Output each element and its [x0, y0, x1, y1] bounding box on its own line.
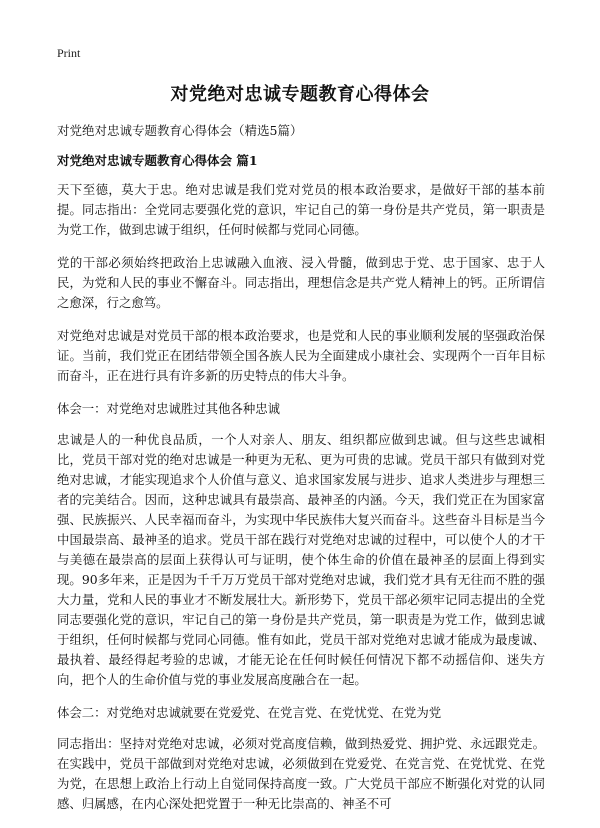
- paragraph: 忠诚是人的一种优良品质，一个人对亲人、朋友、组织都应做到忠诚。但与这些忠诚相比，党员干部对党的绝对忠诚是一种更为无私、更为可贵的忠诚。党员干部只有做到对党绝对忠诚，才能实现追求个人价值与意义、追求国家发展与进步、追求人类进步与理想三者的完美结合。因而，这种忠诚具有最崇高、最神圣的内涵。今天，我们党正在为国家富强、民族振兴、人民幸福而奋斗，为实现中华民族伟大复兴而奋斗。这些奋斗目标是当今中国最崇高、最神圣的追求。党员干部在践行对党绝对忠诚的过程中，可以使个人的才干与美德在最崇高的层面上获得认可与证明，使个体生命的价值在最神圣的层面上得到实现。90多年来，正是因为千千万万党员干部对党绝对忠诚，我们党才具有无往而不胜的强大力量，党和人民的事业才不断发展壮大。新形势下，党员干部必须牢记同志提出的全党同志要强化党的意识，牢记自己的第一身份是共产党员，第一职责是为党工作，做到忠诚于组织，任何时候都与党同心同德。惟有如此，党员干部对党绝对忠诚才能成为最虔诚、最执着、最经得起考验的忠诚，才能无论在任何时候任何情况下都不动摇信仰、迷失方向，把个人的生命价值与党的事业发展高度融合在一起。: [57, 432, 545, 687]
- subheading-paragraph: 体会二：对党绝对忠诚就要在党爱党、在党言党、在党忧党、在党为党: [57, 705, 442, 720]
- print-label: Print: [57, 46, 81, 60]
- paragraph: 天下至德，莫大于忠。绝对忠诚是我们党对党员的根本政治要求，是做好干部的基本前提。同志指出：全党同志要强化党的意识，牢记自己的第一身份是共产党员，第一职责是为党工作，做到忠诚于组织，任何时候都与党同心同德。: [57, 182, 545, 237]
- paragraph: 党的干部必须始终把政治上忠诚融入血液、浸入骨髓，做到忠于党、忠于国家、忠于人民，为党和人民的事业不懈奋斗。同志指出，理想信念是共产党人精神上的钙。正所谓信之愈深，行之愈笃。: [57, 255, 545, 310]
- section-heading: 对党绝对忠诚专题教育心得体会 篇1: [57, 153, 258, 168]
- document-subtitle: 对党绝对忠诚专题教育心得体会（精选5篇）: [57, 123, 303, 138]
- paragraph: 对党绝对忠诚是对党员干部的根本政治要求，也是党和人民的事业顺利发展的坚强政治保证。当前，我们党正在团结带领全国各族人民为全面建成小康社会、实现两个一百年目标而奋斗，正在进行具有许多新的历史特点的伟大斗争。: [57, 328, 545, 383]
- subheading-paragraph: 体会一：对党绝对忠诚胜过其他各种忠诚: [57, 401, 281, 416]
- page-title: 对党绝对忠诚专题教育心得体会: [170, 84, 430, 105]
- paragraph: 同志指出：坚持对党绝对忠诚，必须对党高度信赖，做到热爱党、拥护党、永远跟党走。在实践中，党员干部做到对党绝对忠诚，必须做到在党爱党、在党言党、在党忧党、在党为党，在思想上政治上行动上自觉同保持高度一致。广大党员干部应不断强化对党的认同感、归属感，在内心深处把党置于一种无比崇高的、神圣不可: [57, 736, 545, 811]
- document-body: [57, 180, 545, 827]
